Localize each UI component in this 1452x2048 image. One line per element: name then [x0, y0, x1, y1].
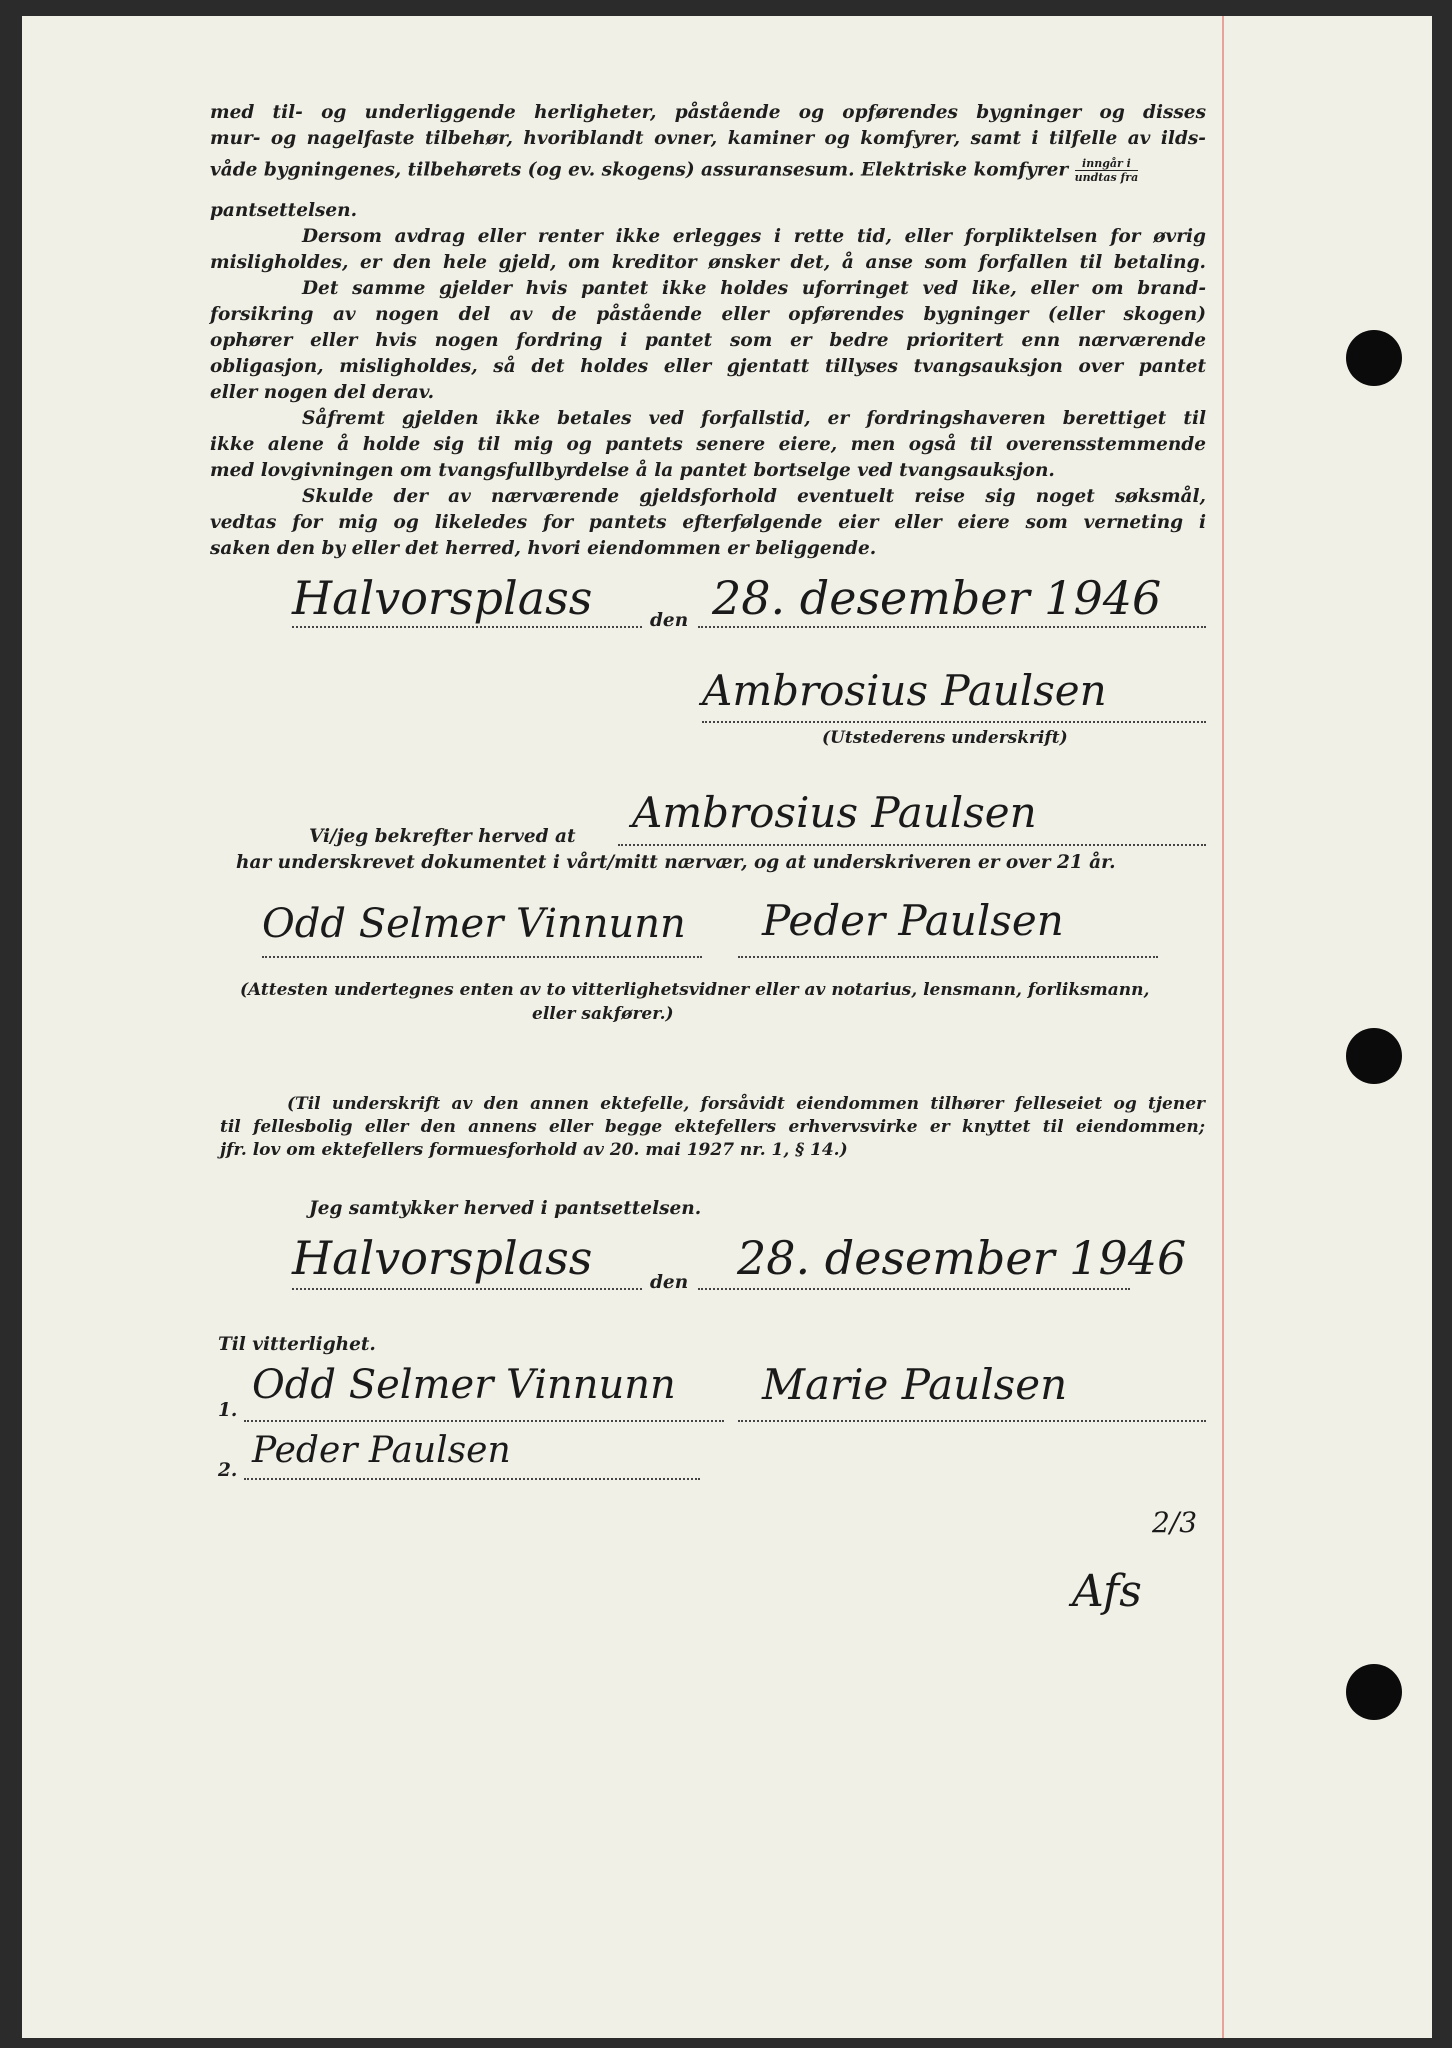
punch-hole	[1346, 330, 1402, 386]
margin-rule	[1222, 16, 1224, 2038]
fraction-choice	[1075, 157, 1139, 184]
confirm-dotted-line	[618, 844, 1206, 846]
body-line: pantsettelsen.	[210, 200, 358, 221]
body-line: Det samme gjelder hvis pantet ikke holdes uforringet ved like, eller om brand-	[302, 278, 1206, 299]
body-line: forsikring av nogen del av de påstående eller opførendes bygninger (eller skogen)	[210, 304, 1206, 325]
issuer-signature: Ambrosius Paulsen	[702, 666, 1107, 715]
date-handwritten: 28. desember 1946	[712, 571, 1162, 625]
place-handwritten: Halvorsplass	[292, 571, 593, 625]
body-line: ikke alene å holde sig til mig og pantets senere eiere, men også til overensstemmende	[210, 434, 1206, 455]
body-line: vedtas for mig og likeledes for pantets efterfølgende eier eller eiere som verneting i	[210, 512, 1206, 533]
spouse-note-line: til fellesbolig eller den annens eller begge ektefellers erhvervsvirke er knyttet til eiendommen;	[220, 1117, 1205, 1137]
witness-number-2: 2.	[218, 1460, 238, 1481]
vitterlighet-label: Til vitterlighet.	[218, 1334, 376, 1355]
witness-1-signature: Odd Selmer Vinnunn	[262, 901, 686, 947]
body-line: Dersom avdrag eller renter ikke erlegges i rette tid, eller forpliktelsen for øvrig	[302, 226, 1206, 247]
body-line: ophører eller hvis nogen fordring i pantet som er bedre prioritert enn nærværende	[210, 330, 1206, 351]
attest-note-line2: eller sakfører.)	[532, 1004, 674, 1024]
body-line: med lovgivningen om tvangsfullbyrdelse å la pantet bortselge ved tvangsauksjon.	[210, 460, 1055, 481]
date-2-handwritten: 28. desember 1946	[737, 1231, 1187, 1285]
body-line: saken den by eller det herred, hvori eiendommen er beliggende.	[210, 538, 877, 559]
den-label: den	[650, 610, 689, 631]
attest-note-line1: (Attesten undertegnes enten av to vitterlighetsvidner eller av notarius, lensmann, forliksmann,	[240, 980, 1150, 1000]
body-line: Såfremt gjelden ikke betales ved forfallstid, er fordringshaveren berettiget til	[302, 408, 1206, 429]
place-2-dotted-line	[292, 1288, 642, 1290]
margin-annotation: Afs	[1072, 1566, 1142, 1617]
den-2-label: den	[650, 1272, 689, 1293]
body-line: eller nogen del derav.	[210, 382, 435, 403]
punch-hole	[1346, 1664, 1402, 1720]
confirm-line2: har underskrevet dokumentet i vårt/mitt nærvær, og at underskriveren er over 21 år.	[236, 852, 1116, 873]
signature-dotted-line	[702, 721, 1206, 723]
spouse-note-line: (Til underskrift av den annen ektefelle, forsåvidt eiendommen tilhører felleseiet og tjener	[287, 1094, 1205, 1114]
confirm-name-handwritten: Ambrosius Paulsen	[632, 788, 1037, 837]
confirm-prefix: Vi/jeg bekrefter herved at	[309, 826, 576, 847]
margin-fraction: 2/3	[1152, 1506, 1198, 1539]
spouse-dotted-line	[738, 1420, 1206, 1422]
consent-text: Jeg samtykker herved i pantsettelsen.	[309, 1198, 702, 1219]
body-line: misligholdes, er den hele gjeld, om kreditor ønsker det, å anse som forfallen til betaling.	[210, 252, 1206, 273]
issuer-label: (Utstederens underskrift)	[822, 728, 1068, 748]
date-2-dotted-line	[698, 1288, 1130, 1290]
body-line: Skulde der av nærværende gjeldsforhold eventuelt reise sig noget søksmål,	[302, 486, 1206, 507]
body-line-text: våde bygningenes, tilbehørets (og ev. skogens) assuransesum. Elektriske komfyrer	[210, 159, 1069, 181]
body-line: mur- og nagelfaste tilbehør, hvoriblandt ovner, kaminer og komfyrer, samt i tilfelle av ilds-	[210, 128, 1206, 149]
witness-number-1: 1.	[218, 1400, 238, 1421]
body-line	[210, 157, 1138, 184]
body-line: obligasjon, misligholdes, så det holdes eller gjentatt tillyses tvangsauksjon over pantet	[210, 356, 1206, 377]
date-dotted-line	[698, 626, 1206, 628]
place-dotted-line	[292, 626, 642, 628]
fraction-top: inngår i	[1075, 157, 1139, 171]
body-line: med til- og underliggende herligheter, påstående og opførendes bygninger og disses	[210, 102, 1206, 123]
place-2-handwritten: Halvorsplass	[292, 1231, 593, 1285]
witness-b-dotted-line	[244, 1478, 700, 1480]
document-page	[22, 16, 1432, 2038]
witness-2-dotted-line	[738, 956, 1158, 958]
witness-1-dotted-line	[262, 956, 702, 958]
witness-a-dotted-line	[244, 1420, 724, 1422]
witness-b-signature: Peder Paulsen	[252, 1430, 511, 1471]
spouse-signature: Marie Paulsen	[762, 1360, 1068, 1409]
punch-hole	[1346, 1028, 1402, 1084]
fraction-bottom: undtas fra	[1074, 171, 1139, 184]
witness-a-signature: Odd Selmer Vinnunn	[252, 1362, 676, 1408]
spouse-note-line: jfr. lov om ektefellers formuesforhold av 20. mai 1927 nr. 1, § 14.)	[220, 1140, 848, 1160]
witness-2-signature: Peder Paulsen	[762, 896, 1064, 945]
